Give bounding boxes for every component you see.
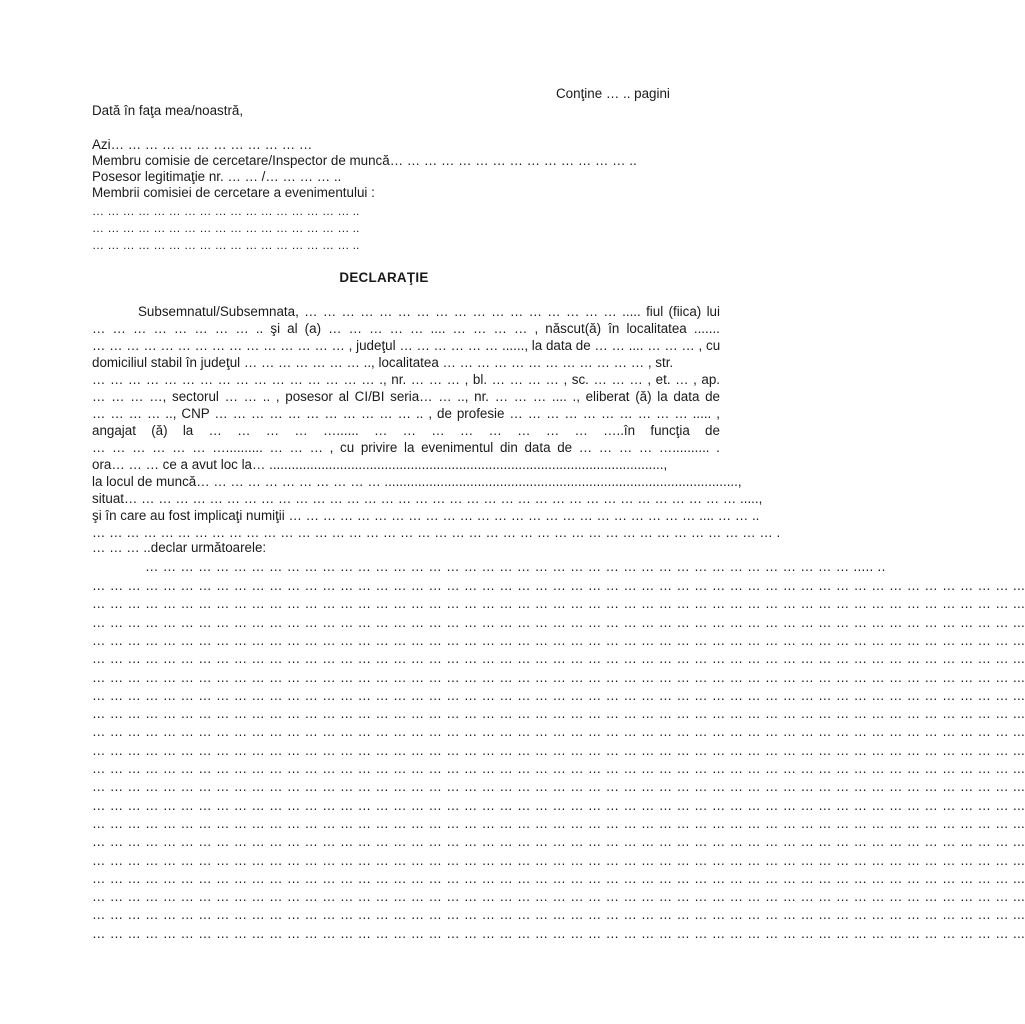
body-word: lui xyxy=(706,304,720,319)
body-word: … … … … … … … … … … … … … … … … ., xyxy=(92,372,387,387)
body-word: … … … … … … ......, xyxy=(399,338,529,353)
fill-line: … … … … … … … … … … … … … … … … … … … … … … … … … … … … … … … … … … … … … … … … … … … … … … … … … … … … ... xyxy=(92,925,1025,941)
body-word: de xyxy=(437,406,452,421)
body-word: , xyxy=(534,321,539,336)
fill-line: … … … … … … … … … … … … … … … … … … … … … … … … … … … … … … … … … … … … … … … … … … … … … … … … … … … … ... xyxy=(92,614,1025,630)
body-word: … … … , xyxy=(410,372,469,387)
body-word: localitatea xyxy=(626,321,687,336)
body-word: sc. xyxy=(571,372,589,387)
body-word: şi xyxy=(270,321,281,336)
body-word: la xyxy=(182,423,194,438)
body-word: bl. xyxy=(472,372,488,387)
body-word: funcţia xyxy=(650,423,690,438)
body-word: … … … … .., xyxy=(92,406,177,421)
body-word: … … … , xyxy=(593,372,652,387)
body-line xyxy=(92,457,720,473)
body-word: la xyxy=(531,338,543,353)
body-line xyxy=(92,525,781,541)
body-word: … … .... … … … , xyxy=(594,338,703,353)
body-word: situat… … … … … … … … … … … … … … … … … … … … … … … … … … … … … … … … … … … … ....., xyxy=(92,491,763,506)
body-line xyxy=(92,321,720,337)
body-word: din xyxy=(499,440,518,455)
body-word: fiul xyxy=(646,304,664,319)
fill-line: … … … … … … … … … … … … … … … … … … … … … … … … … … … … … … … … … … … … … … … … … … … … … … … … … … … … ... xyxy=(92,870,1025,886)
body-line xyxy=(92,508,760,524)
body-line xyxy=(92,406,720,422)
fill-line: … … … … … … … … … … … … … … … … … … … … … … … … … … … … … … … … … … … … … … … … … … … … … … … … … … … … ... xyxy=(92,596,1025,612)
document-title: DECLARAŢIE xyxy=(339,270,429,285)
body-line xyxy=(92,372,720,388)
fill-line: … … … … … … … … … … … … … … … … … … … … … … … … … … … … … … … … … … … … … … … … … … … … … … … … … … … … ... xyxy=(92,632,1025,648)
body-line xyxy=(92,474,742,490)
given-before-label: Dată în faţa mea/noastră, xyxy=(92,103,244,118)
page-count: Conţine … .. pagini xyxy=(556,86,670,101)
member-line-3: … … … … … … … … … … … … … … … … … .. xyxy=(92,238,360,252)
body-word: sectorul xyxy=(172,389,219,404)
body-word: … … … … , xyxy=(491,372,568,387)
body-word: CNP xyxy=(181,406,210,421)
body-word: … … … … … … … … … … … … … … … … … … … … … … … … … … … … … … … … … … … … … … … … . xyxy=(92,525,781,540)
body-word: … … … … …...... … … … … … … … … …..în xyxy=(208,423,636,438)
body-word: ap. xyxy=(701,372,721,387)
body-word: şi în care au fost implicaţi numiţii … … … … … … … … … … … … … … … … … … … … … … … … .... … … .. xyxy=(92,508,760,523)
body-word: … … … … ….......... . xyxy=(578,440,720,455)
body-word: născut(ă) xyxy=(545,321,602,336)
body-word: … … … … … … … … .. xyxy=(92,321,264,336)
body-word: ora… … … ce a avut loc la… .........................................................................................................., xyxy=(92,457,668,472)
fill-line: … … … … … … … … … … … … … … … … … … … … … … … … … … … … … … … … … … … … … … … … … … … … … … … … … … … … ... xyxy=(92,742,1025,758)
body-word: cu xyxy=(706,338,721,353)
members-label: Membrii comisiei de cercetare a evenimentului : xyxy=(92,185,375,200)
body-line xyxy=(92,423,720,439)
body-word: la locul de muncă… … … … … … … … … … … ..............................................................................................., xyxy=(92,474,742,489)
body-word: … … … … … … ….......... … … … , xyxy=(92,440,334,455)
body-word: … … … … … … … … … … … … … … … , xyxy=(92,338,353,353)
body-word: angajat xyxy=(92,423,136,438)
member-line-1: … … … … … … … … … … … … … … … … … .. xyxy=(92,204,360,218)
fill-line: … … … … … … … … … … … … … … … … … … … … … … … … … … … … … … … … … … … … … … … … … … … … … … … … … … … … ... xyxy=(92,761,1025,776)
body-word: domiciliul stabil în judeţul … … … … … … … .., localitatea … … … … … … … … … … … … , str. xyxy=(92,355,674,370)
body-word: evenimentul xyxy=(421,440,494,455)
fill-line: … … … … … … … … … … … … … … … … … … … … … … … … … … … … … … … … … … … … … … … … … … … … … … … … … … … … ... xyxy=(92,834,1025,850)
fill-line: … … … … … … … … … … … … … … … … … … … … … … … … … … … … … … … … … … … … … … … … … … … … … … … … … … … … ... xyxy=(92,578,1025,593)
fill-line: … … … … … … … … … … … … … … … … … … … … … … … … … … … … … … … … … … … … … … … … … … … … … … … … … … … … ... xyxy=(92,797,1025,813)
body-word: (ă) xyxy=(151,423,168,438)
fill-line: … … … … … … … … … … … … … … … … … … … … … … … … … … … … … … … … … … … … … … … … … … … … … … … … … … … … ... xyxy=(92,815,1025,831)
body-word: … … .. , posesor al CI/BI seria… … .., nr. … … … .... ., eliberat (ă) la data de xyxy=(224,389,720,404)
body-word: de xyxy=(557,440,573,455)
body-word: … … … …, xyxy=(92,389,167,404)
body-word: (a) xyxy=(304,321,322,336)
body-word: judeţul xyxy=(356,338,396,353)
body-word: privire xyxy=(360,440,398,455)
body-word: … … … … … .... … … … … xyxy=(328,321,528,336)
body-word: (fiica) xyxy=(668,304,702,319)
body-line xyxy=(92,491,763,507)
fill-line: … … … … … … … … … … … … … … … … … … … … … … … … … … … … … … … … … … … … … … … … … … … … … … … … … … … … ... xyxy=(92,779,1025,795)
body-line xyxy=(138,304,720,320)
today-field: Azi… … … … … … … … … … … … xyxy=(92,137,313,152)
body-word: nr. xyxy=(391,372,407,387)
fill-line: … … … … … … … … … … … … … … … … … … … … … … … … … … … … … … … … … … … … … … … … … … … … … … … … … … … … ... xyxy=(92,706,1025,722)
badge-field: Posesor legitimaţie nr. … … /… … … … .. xyxy=(92,169,342,184)
body-word: în xyxy=(608,321,620,336)
fill-line: … … … … … … … … … … … … … … … … … … … … … … … … … … … … … … … … … … … … … … … … … … … … … … … … … … … … ... xyxy=(92,889,1025,905)
fill-line: … … … … … … … … … … … … … … … … … … … … … … … … … … … … … … … … … … … … … … … … … … … … … … … … … … … … ... xyxy=(92,852,1025,868)
body-word: data xyxy=(524,440,551,455)
fill-line: … … … … … … … … … … … … … … … … … … … … … … … … … … … … … … … … … … … … … … … … … … … … … … … … … … … … ... xyxy=(92,669,1025,685)
declare-label: … … … ..declar următoarele: xyxy=(92,540,267,555)
body-line xyxy=(92,440,720,456)
fill-line: … … … … … … … … … … … … … … … … … … … … … … … … … … … … … … … … … … … … … … … … … … … … … … … … … … … … ... xyxy=(92,687,1025,703)
member-field: Membru comisie de cercetare/Inspector de muncă… … … … … … … … … … … … … … .. xyxy=(92,153,637,168)
body-word: … … … … … … … … … … ..... , xyxy=(509,406,720,421)
body-word: ....... xyxy=(693,321,720,336)
body-word: de xyxy=(705,423,720,438)
body-word: de xyxy=(575,338,591,353)
body-word: data xyxy=(545,338,573,353)
body-line xyxy=(92,338,720,354)
body-word: profesie xyxy=(456,406,505,421)
member-line-2: … … … … … … … … … … … … … … … … … .. xyxy=(92,221,360,235)
fill-line: … … … … … … … … … … … … … … … … … … … … … … … … … … … … … … … … … … … … … … … … … … … … … … … … … … … … ... xyxy=(92,724,1025,740)
body-word: al xyxy=(287,321,298,336)
body-word: … … … … … … … … … … … .. , xyxy=(214,406,433,421)
body-word: Subsemnatul/Subsemnata, xyxy=(138,304,299,319)
fill-line: … … … … … … … … … … … … … … … … … … … … … … … … … … … … … … … … … … … … … … … … ..... .. xyxy=(145,559,886,574)
body-line xyxy=(92,355,720,371)
fill-line: … … … … … … … … … … … … … … … … … … … … … … … … … … … … … … … … … … … … … … … … … … … … … … … … … … … … ... xyxy=(92,907,1025,923)
body-word: … , xyxy=(675,372,697,387)
body-word: … … … … … … … … … … … … … … … … … ..... xyxy=(304,304,641,319)
body-word: cu xyxy=(340,440,355,455)
body-word: et. xyxy=(655,372,671,387)
body-line xyxy=(92,389,720,405)
fill-line: … … … … … … … … … … … … … … … … … … … … … … … … … … … … … … … … … … … … … … … … … … … … … … … … … … … … ... xyxy=(92,651,1025,667)
body-word: la xyxy=(403,440,415,455)
